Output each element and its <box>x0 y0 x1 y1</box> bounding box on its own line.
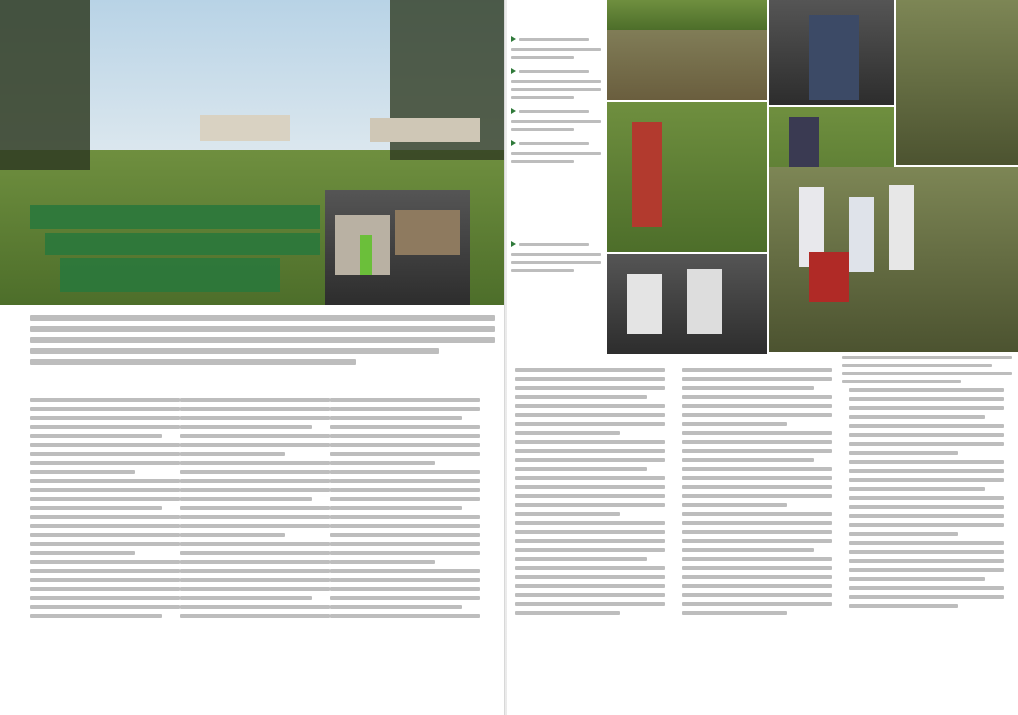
body-column-4 <box>515 368 665 620</box>
title-banner-1 <box>30 205 320 229</box>
left-page <box>0 0 505 715</box>
right-page <box>507 0 1018 715</box>
caption-group-1 <box>511 35 601 171</box>
photo-students-group <box>769 167 1018 352</box>
body-column-3 <box>330 398 480 623</box>
body-column-2 <box>180 398 330 623</box>
body-column-6 <box>849 388 1004 613</box>
caption-arrow-icon <box>511 241 516 247</box>
caption-arrow-icon <box>511 36 516 42</box>
photo-planting-rows <box>896 0 1018 165</box>
photo-surveying-tripod <box>607 102 767 252</box>
caption-arrow-icon <box>511 140 516 146</box>
photo-field-workers <box>607 0 767 100</box>
caption-group-2 <box>511 240 601 277</box>
inset-photo-classroom <box>325 190 470 305</box>
intro-paragraph <box>30 315 495 370</box>
caption-group-3 <box>842 356 1012 388</box>
body-column-5 <box>682 368 832 620</box>
photo-student-portrait <box>769 0 894 105</box>
title-banner-2 <box>45 233 320 255</box>
photo-classroom-demo <box>607 254 767 354</box>
body-column-1 <box>30 398 180 623</box>
title-banner-3 <box>60 258 280 292</box>
caption-arrow-icon <box>511 108 516 114</box>
caption-arrow-icon <box>511 68 516 74</box>
